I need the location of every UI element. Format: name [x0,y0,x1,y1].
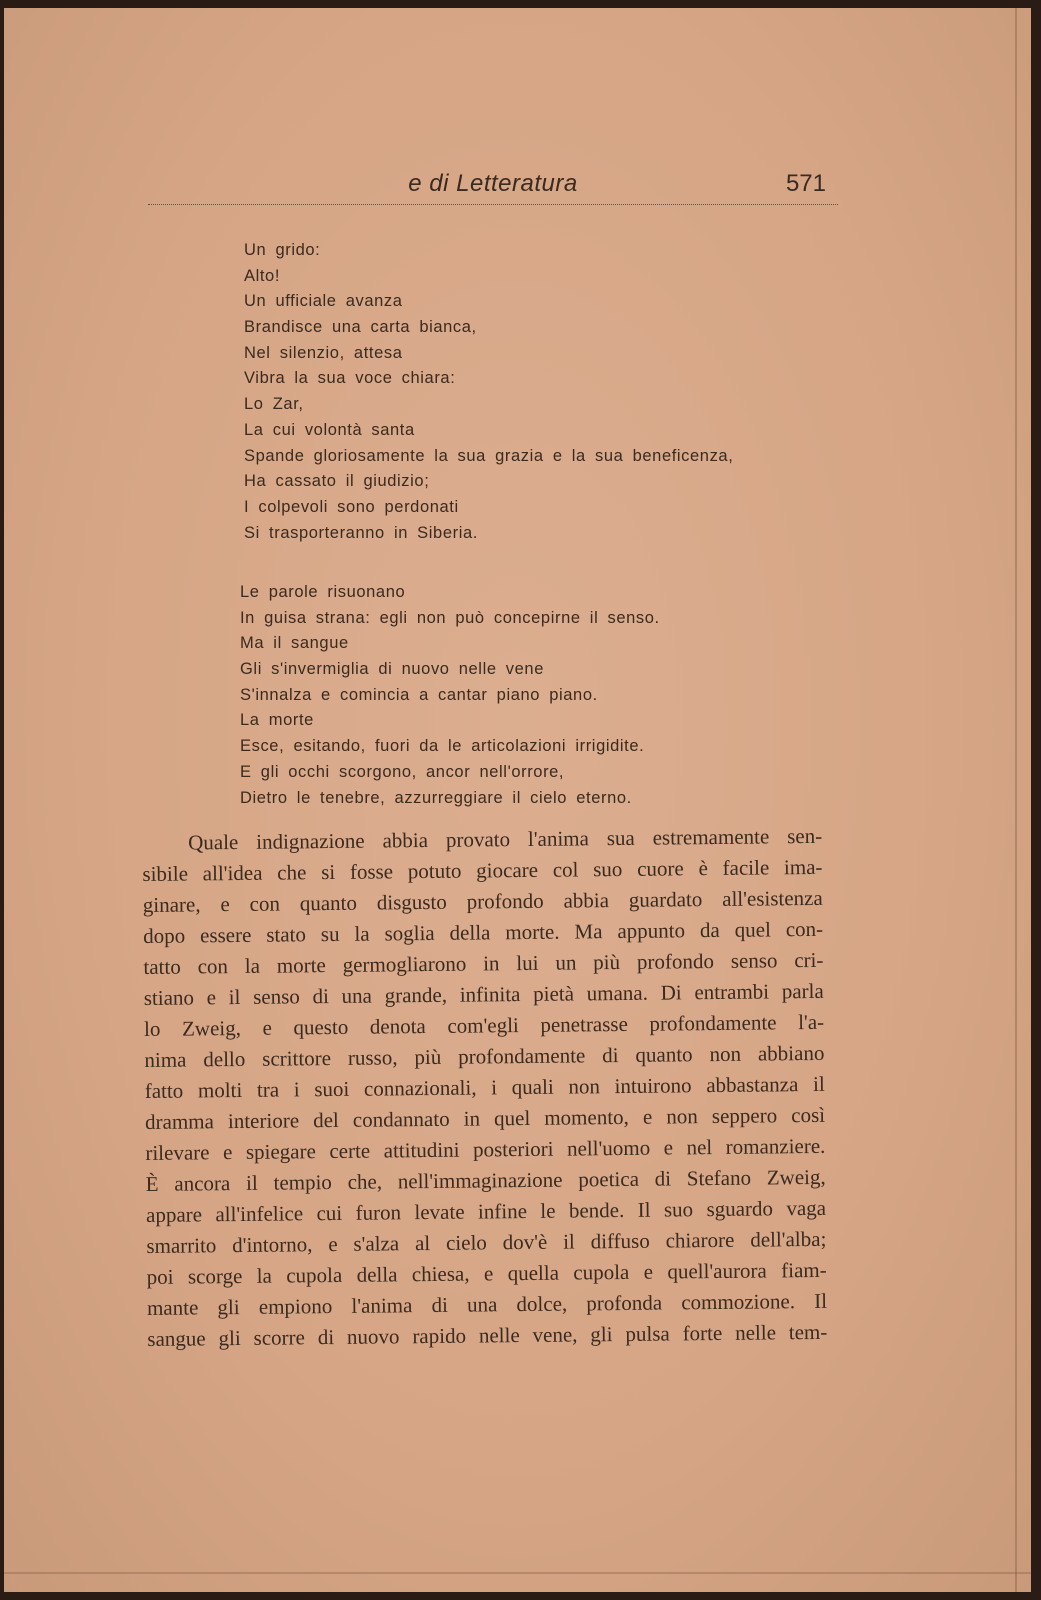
verse-line: Le parole risuonano [240,583,406,601]
verse-line: Alto! [244,266,281,285]
verse-line: Un ufficiale avanza [244,292,403,311]
prose-line: dopo essere stato su la soglia della morte. Ma appunto da quel con- [143,916,824,948]
verse-line: I colpevoli sono perdonati [244,497,459,516]
prose-line: stiano e il senso di una grande, infinita pietà umana. Di entrambi parla [143,978,824,1010]
book-page [4,8,1031,1592]
prose-line: nima dello scrittore russo, più profondamente di quanto non abbiano [144,1040,825,1072]
prose-line: appare all'infelice cui furon levate infine le bende. Il suo sguardo vaga [145,1195,827,1227]
poem-stanza-2 [240,580,660,811]
page-header [148,164,838,205]
prose-line: smarrito d'intorno, e s'alza al cielo dov'è il diffuso chiarore dell'alba; [146,1226,827,1258]
prose-line: sibile all'idea che si fosse potuto giocare col suo cuore è facile ima- [142,854,823,886]
verse-line: Ma il sangue [240,634,349,653]
verse-line: Lo Zar, [244,395,304,414]
prose-line: mante gli empiono l'anima di una dolce, profonda commozione. Il [146,1288,828,1320]
prose-line: dramma interiore del condannato in quel momento, e non seppero così [144,1102,826,1134]
running-title: e di Letteratura [408,170,578,197]
verse-line: Esce, esitando, fuori da le articolazioni irrigidite. [240,737,645,756]
prose-line: È ancora il tempio che, nell'immaginazione poetica di Stefano Zweig, [145,1164,826,1196]
prose-line: tatto con la morte germogliarono in lui un più profondo senso cri- [143,947,824,979]
prose-line: Quale indignazione abbia provato l'anima sua estremamente sen- [188,823,823,855]
verse-line: Gli s'invermiglia di nuovo nelle vene [240,660,544,679]
verse-line: S'innalza e comincia a cantar piano piano. [240,685,598,704]
prose-line: rilevare e spiegare certe attitudini posteriori nell'uomo e nel romanziere. [145,1133,826,1165]
verse-line: Ha cassato il giudizio; [244,472,430,491]
prose-line: fatto molti tra i suoi connazionali, i quali non intuirono abbastanza il [144,1071,825,1103]
prose-line: ginare, e con quanto disgusto profondo abbia guardato all'esistenza [142,885,823,917]
verse-line: La morte [240,711,314,730]
verse-line: Un grido: [244,241,321,259]
prose-line: lo Zweig, e questo denota com'egli penetrasse profondamente l'a- [143,1009,825,1041]
page-number: 571 [785,170,826,197]
verse-line: Vibra la sua voce chiara: [244,369,456,388]
verse-line: Dietro le tenebre, azzurreggiare il cielo eterno. [240,788,632,807]
prose-paragraph [142,821,827,1355]
verse-line: Brandisce una carta bianca, [244,318,477,337]
page-edge-right [1015,8,1017,1592]
verse-line: Spande gloriosamente la sua grazia e la sua beneficenza, [244,446,734,465]
prose-line: poi scorge la cupola della chiesa, e quella cupola e quell'aurora fiam- [146,1257,827,1289]
verse-line: E gli occhi scorgono, ancor nell'orrore, [240,762,565,781]
verse-line: La cui volontà santa [244,420,415,439]
prose-line: sangue gli scorre di nuovo rapido nelle vene, gli pulsa forte nelle tem- [147,1319,828,1351]
verse-line: In guisa strana: egli non può concepirne il senso. [240,608,660,627]
poem-stanza-1 [244,238,733,546]
verse-line: Si trasporteranno in Siberia. [244,523,478,542]
verse-line: Nel silenzio, attesa [244,343,403,362]
page-edge-bottom [4,1572,1031,1574]
